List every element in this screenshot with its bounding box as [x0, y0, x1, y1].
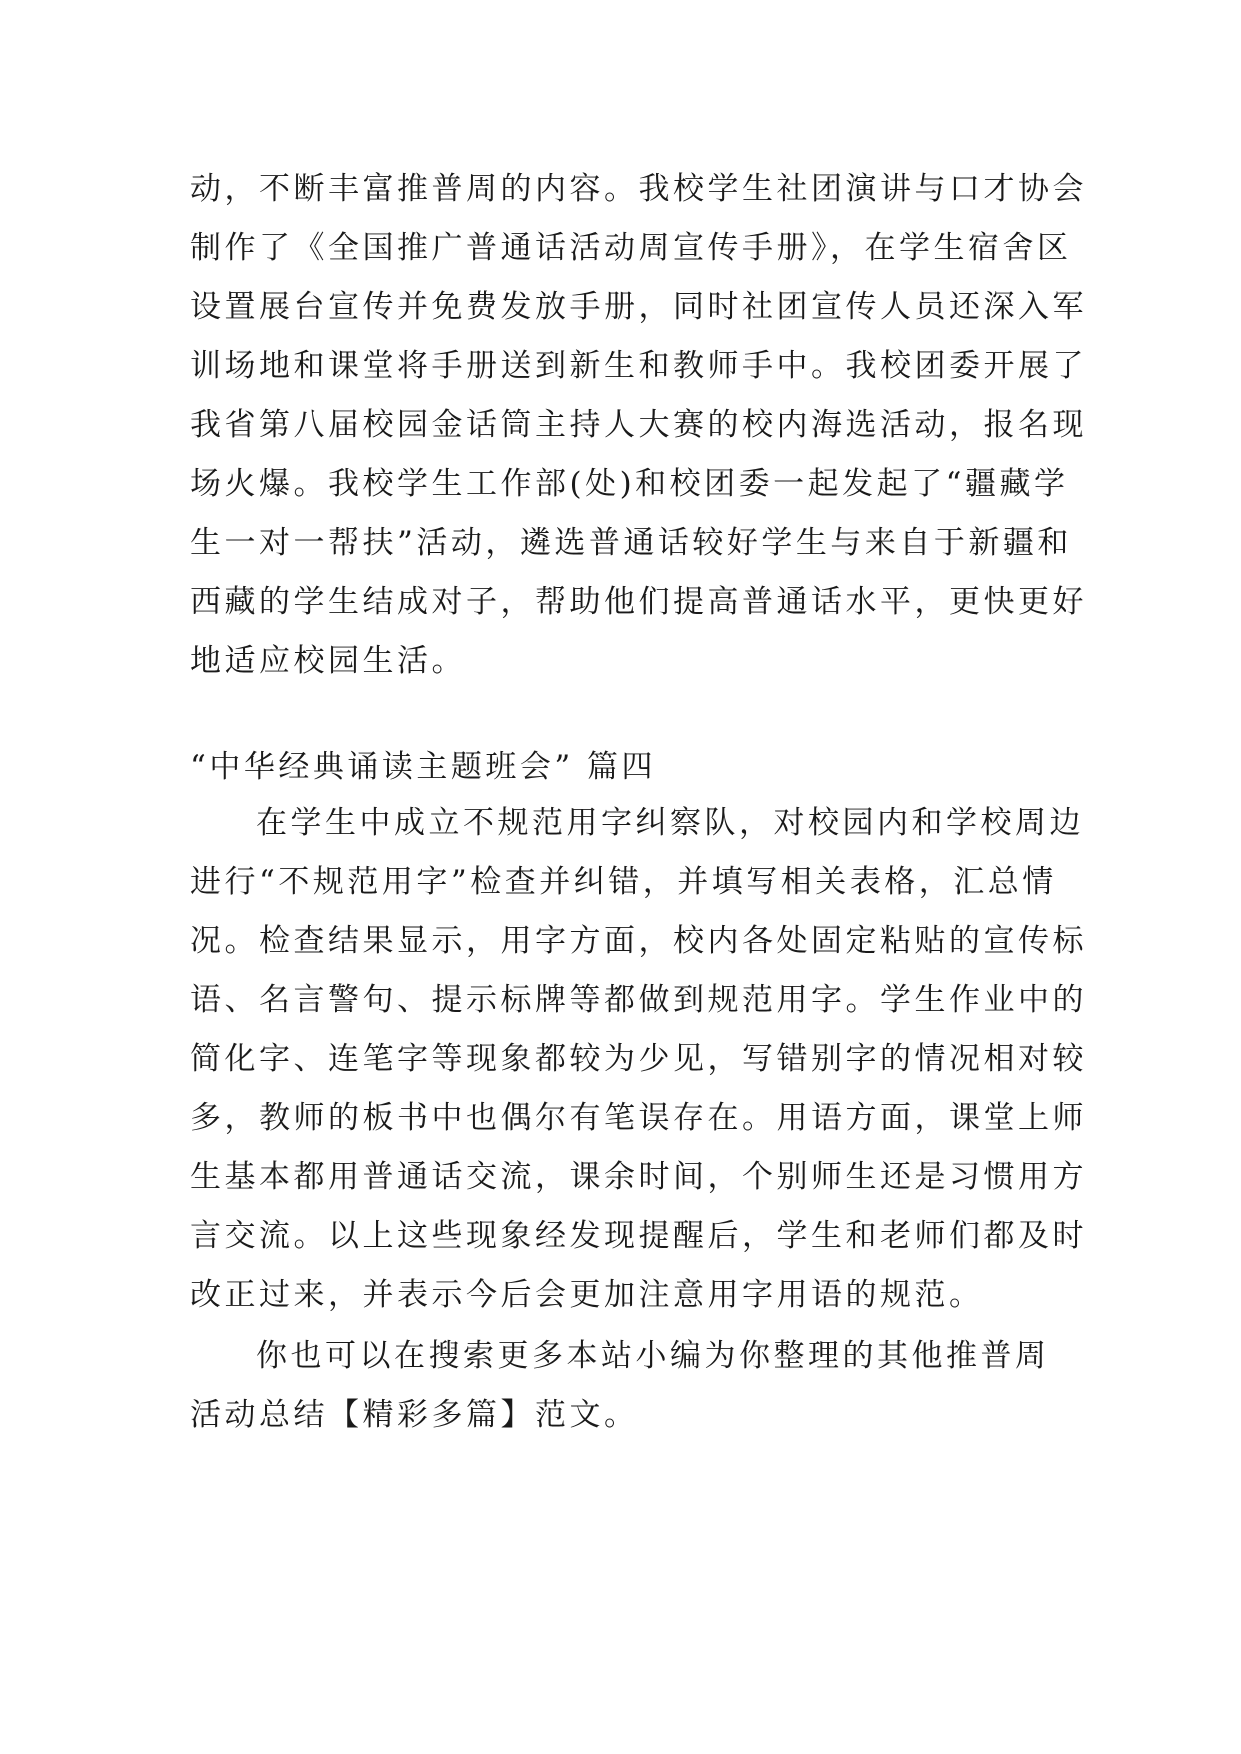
- paragraph-line: 西藏的学生结成对子，帮助他们提高普通话水平，更快更好: [190, 584, 1087, 620]
- paragraph-line: 简化字、连笔字等现象都较为少见，写错别字的情况相对较: [190, 1041, 1087, 1077]
- paragraph-line: 语、名言警句、提示标牌等都做到规范用字。学生作业中的: [190, 982, 1087, 1018]
- paragraph-line: 生基本都用普通话交流，课余时间，个别师生还是习惯用方: [190, 1159, 1087, 1195]
- paragraph-line: 进行“不规范用字”检查并纠错，并填写相关表格，汇总情: [190, 864, 1057, 900]
- paragraph-line: 动，不断丰富推普周的内容。我校学生社团演讲与口才协会: [190, 171, 1087, 207]
- paragraph-line: 制作了《全国推广普通话活动周宣传手册》，在学生宿舍区: [190, 230, 1072, 266]
- paragraph-line: 在学生中成立不规范用字纠察队，对校园内和学校周边: [256, 805, 1084, 841]
- paragraph-line: 生一对一帮扶”活动，遴选普通话较好学生与来自于新疆和: [190, 525, 1072, 561]
- paragraph-line: 场火爆。我校学生工作部(处)和校团委一起发起了“疆藏学: [190, 466, 1069, 502]
- paragraph-line: 改正过来，并表示今后会更加注意用字用语的规范。: [190, 1277, 984, 1313]
- paragraph-line: 我省第八届校园金话筒主持人大赛的校内海选活动，报名现: [190, 407, 1087, 443]
- paragraph-line: 训场地和课堂将手册送到新生和教师手中。我校团委开展了: [190, 348, 1087, 384]
- continued-paragraph: [190, 160, 1087, 691]
- section-heading: “中华经典诵读主题班会” 篇四: [190, 749, 657, 785]
- paragraph-line: 言交流。以上这些现象经发现提醒后，学生和老师们都及时: [190, 1218, 1087, 1254]
- paragraph-line: 地适应校园生活。: [190, 643, 466, 679]
- section-heading-block: [190, 738, 1050, 797]
- paragraph-line: 你也可以在搜索更多本站小编为你整理的其他推普周: [256, 1338, 1050, 1374]
- closing-paragraph: [190, 1327, 1050, 1445]
- paragraph-line: 设置展台宣传并免费发放手册，同时社团宣传人员还深入军: [190, 289, 1087, 325]
- paragraph-line: 多，教师的板书中也偶尔有笔误存在。用语方面，课堂上师: [190, 1100, 1087, 1136]
- section-paragraph: [190, 794, 1087, 1325]
- paragraph-line: 况。检查结果显示，用字方面，校内各处固定粘贴的宣传标: [190, 923, 1087, 959]
- paragraph-line: 活动总结【精彩多篇】范文。: [190, 1397, 639, 1433]
